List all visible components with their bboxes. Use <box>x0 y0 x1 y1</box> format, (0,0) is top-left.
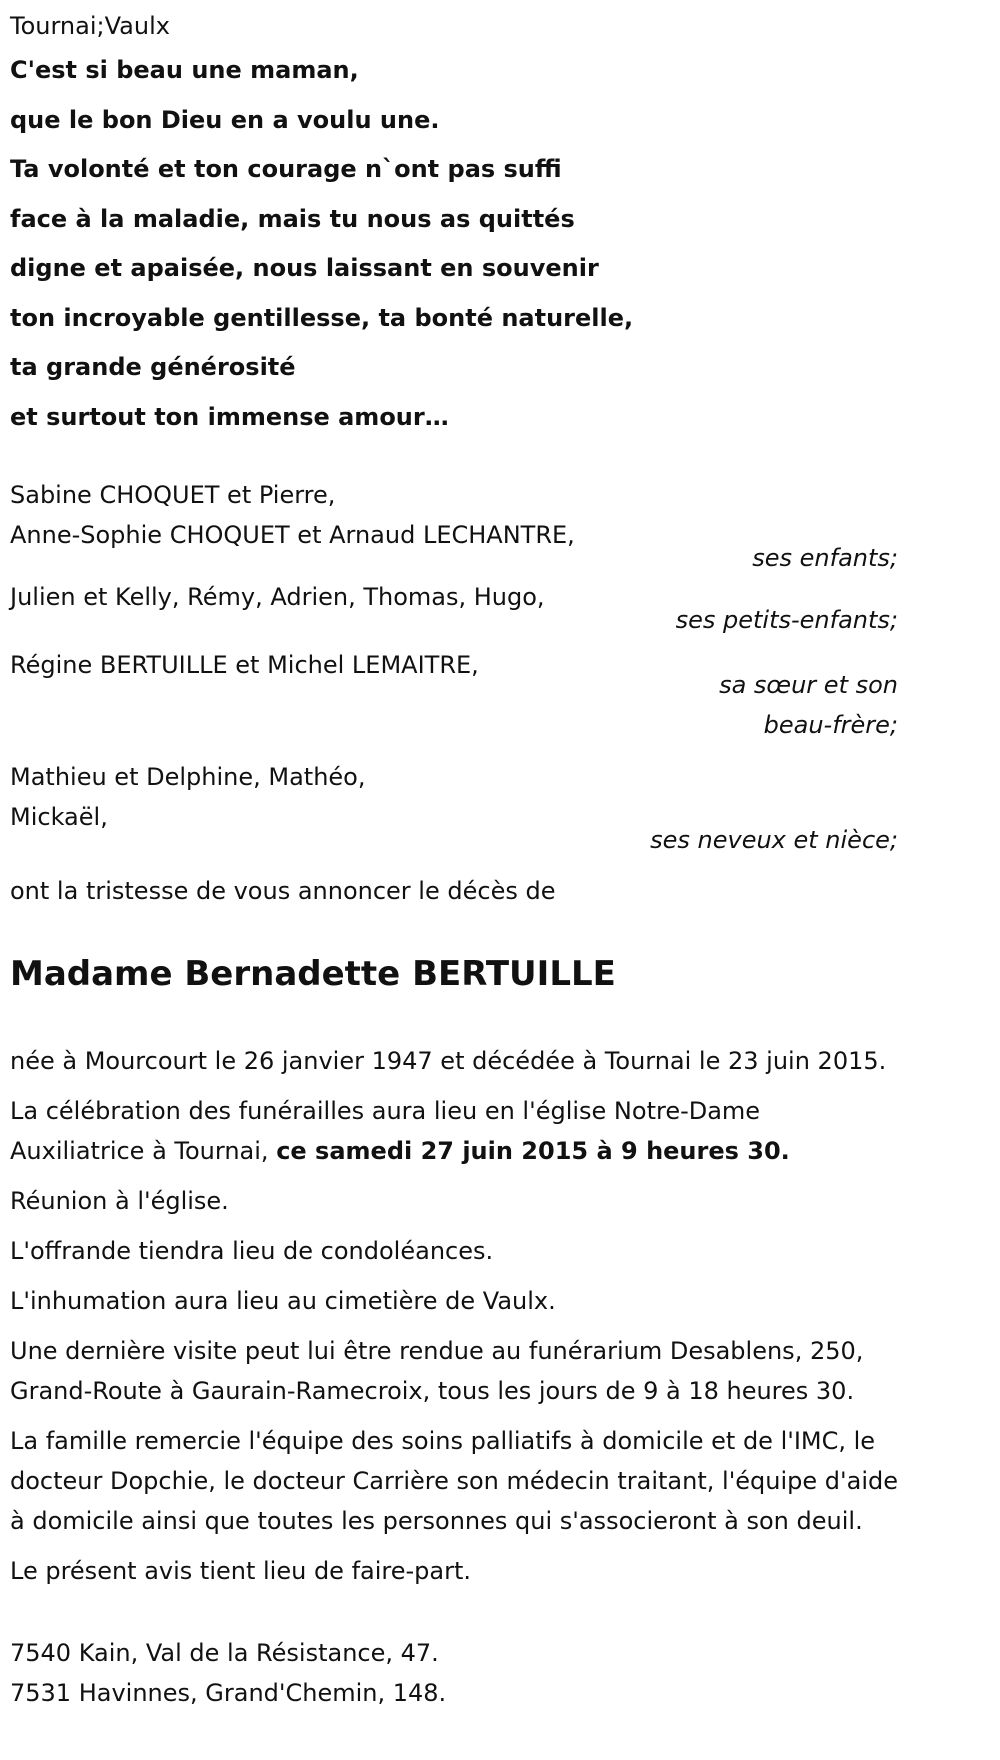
birth-death-text: née à Mourcourt le 26 janvier 1947 et décédée à Tournai le 23 juin 2015. <box>10 1047 887 1075</box>
poem-line: digne et apaisée, nous laissant en souvenir <box>10 254 599 282</box>
poem-line: face à la maladie, mais tu nous as quittés <box>10 204 575 233</box>
family-group-children <box>10 475 900 581</box>
poem-line: ta grande générosité <box>10 353 296 381</box>
family-relation: sa sœur et son <box>719 671 898 699</box>
visit-text: Une dernière visite peut lui être rendue au funérarium Desablens, 250, Grand-Route à Gaurain-Ramecroix, tous les jours de 9 à 18 heures 30. <box>10 1337 864 1405</box>
notice-text: Le présent avis tient lieu de faire-part. <box>10 1557 472 1585</box>
funeral-details <box>10 1041 900 1591</box>
family-relation: ses enfants; <box>752 544 898 572</box>
poem-line: ton incroyable gentillesse, ta bonté naturelle, <box>10 303 634 332</box>
poem <box>10 46 900 442</box>
deceased-name: Madame Bernadette BERTUILLE <box>10 954 616 994</box>
family-names: Mickaël, <box>10 803 108 831</box>
funeral-date: ce samedi 27 juin 2015 à 9 heures 30. <box>276 1137 790 1165</box>
poem-line: que le bon Dieu en a voulu une. <box>10 105 440 134</box>
address-line: 7531 Havinnes, Grand'Chemin, 148. <box>10 1679 447 1707</box>
address-line: 7540 Kain, Val de la Résistance, 47. <box>10 1639 439 1667</box>
location-header: Tournai;Vaulx <box>10 12 170 40</box>
family-group-nephews <box>10 757 900 863</box>
funeral-text <box>10 1091 900 1171</box>
addresses <box>10 1633 900 1713</box>
poem-line: C'est si beau une maman, <box>10 56 359 84</box>
family-relation: ses petits-enfants; <box>675 606 898 634</box>
announcement: ont la tristesse de vous annoncer le décès de <box>10 877 556 905</box>
family-names: Mathieu et Delphine, Mathéo, <box>10 763 366 791</box>
offering-text: L'offrande tiendra lieu de condoléances. <box>10 1237 494 1265</box>
family-list <box>10 475 900 911</box>
thanks-text: La famille remercie l'équipe des soins palliatifs à domicile et de l'IMC, le docteur Dopchie, le docteur Carrière son médecin traitant, l'équipe d'aide à domicile ainsi que toutes les personnes qui s'associeront à son deuil. <box>10 1427 898 1535</box>
family-names: Julien et Kelly, Rémy, Adrien, Thomas, Hugo, <box>10 583 545 611</box>
family-relation: ses neveux et nièce; <box>650 826 898 854</box>
obituary-notice <box>10 0 900 1713</box>
burial-text: L'inhumation aura lieu au cimetière de Vaulx. <box>10 1287 556 1315</box>
family-group-grandchildren <box>10 577 900 643</box>
poem-line: et surtout ton immense amour… <box>10 402 449 431</box>
family-relation: beau-frère; <box>763 711 898 739</box>
funeral-location: La célébration des funérailles aura lieu en l'église Notre-Dame Auxiliatrice à Tournai, <box>10 1097 761 1165</box>
family-names: Régine BERTUILLE et Michel LEMAITRE, <box>10 651 479 679</box>
family-names: Sabine CHOQUET et Pierre, <box>10 481 336 509</box>
family-group-sibling <box>10 645 900 745</box>
family-names: Anne-Sophie CHOQUET et Arnaud LECHANTRE, <box>10 521 575 549</box>
meeting-text: Réunion à l'église. <box>10 1187 229 1215</box>
poem-line: Ta volonté et ton courage n`ont pas suffi <box>10 155 562 183</box>
